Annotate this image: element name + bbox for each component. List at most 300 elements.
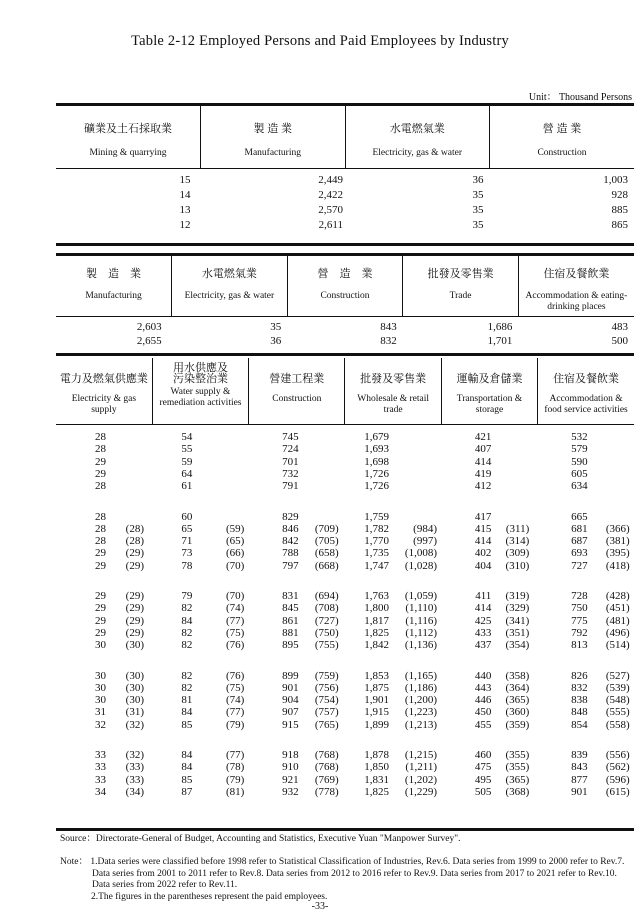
table-cell-value: 1,726: [364, 467, 389, 480]
table-row: [56, 761, 634, 773]
table-cell-value: 915: [282, 718, 299, 731]
table-cell-paid: (78): [226, 761, 245, 774]
table-cell-value: 846: [282, 522, 299, 535]
table-cell-paid: (694): [314, 590, 339, 602]
table-cell-value: 81: [181, 694, 193, 707]
table-cell-value: 475: [474, 761, 492, 774]
section1-body: [56, 173, 634, 233]
table-cell-paid: (81): [226, 785, 245, 798]
table-cell-paid: (1,116): [405, 614, 437, 627]
table-cell-value: 29: [95, 614, 106, 627]
table-cell-paid: (428): [605, 590, 630, 602]
table-cell-paid: (30): [125, 669, 144, 682]
table-cell-paid: (329): [505, 602, 530, 615]
table-cell-value: 579: [571, 443, 588, 456]
table-cell-value: 417: [474, 510, 492, 523]
table-cell-value: 30: [95, 694, 106, 707]
table-row: [56, 560, 634, 572]
table-cell: 2,655: [136, 335, 162, 347]
table-cell-value: 1,698: [364, 455, 389, 468]
section1-header-rule: [56, 168, 634, 169]
table-row: [56, 218, 634, 233]
table-cell-value: 29: [95, 455, 106, 468]
table-cell-paid: (29): [125, 559, 144, 572]
table-cell-paid: (75): [226, 681, 245, 694]
table-cell-value: 64: [181, 467, 193, 480]
col-header-en: Wholesale & retail trade: [357, 394, 430, 415]
section3-col-header: [538, 358, 634, 424]
table-cell-paid: (1,136): [404, 639, 437, 652]
table-cell-paid: (496): [605, 626, 630, 639]
table-cell-value: 1,831: [364, 773, 389, 786]
col-header-en: Trade: [449, 291, 472, 301]
table-cell-paid: (1,008): [404, 547, 437, 560]
table-cell-paid: (319): [505, 590, 530, 602]
table-cell-paid: (29): [125, 590, 144, 602]
table-row: [56, 719, 634, 731]
table-cell-value: 29: [95, 547, 106, 560]
table-cell-paid: (28): [125, 535, 144, 548]
table-cell-paid: (76): [226, 669, 245, 682]
table-cell-value: 54: [181, 431, 193, 443]
col-header-zh: 礦業及土石採取業: [84, 123, 172, 135]
section3-col-header: [345, 358, 441, 424]
table-cell-value: 901: [571, 785, 588, 798]
table-cell-value: 28: [95, 522, 106, 535]
table-cell-value: 414: [474, 602, 492, 615]
table-cell: 14: [179, 189, 191, 201]
section1-col-header: [56, 106, 201, 168]
table-cell: 12: [179, 219, 191, 231]
table-cell-value: 532: [571, 431, 588, 443]
table-cell-paid: (74): [226, 694, 245, 707]
table-cell-value: 1,875: [364, 681, 389, 694]
table-cell-value: 407: [474, 443, 492, 456]
table-cell-value: 590: [571, 455, 588, 468]
table-cell-value: 73: [181, 547, 193, 560]
table-cell-paid: (1,186): [404, 681, 437, 694]
table-cell-value: 84: [181, 706, 193, 719]
table-cell-paid: (1,112): [405, 626, 437, 639]
col-header-en: Manufacturing: [85, 291, 142, 301]
section2-header-rule: [56, 316, 634, 317]
table-cell-paid: (997): [413, 535, 437, 548]
table-cell-value: 732: [282, 467, 299, 480]
col-header-zh: 用水供應及污染整治業: [172, 362, 228, 385]
table-row: [56, 188, 634, 203]
table-cell-paid: (754): [314, 694, 339, 707]
table-cell-paid: (759): [314, 669, 339, 682]
table-cell: 832: [380, 335, 397, 347]
table-cell-paid: (70): [226, 590, 245, 602]
table-cell-value: 505: [474, 785, 492, 798]
table-cell-value: 1,842: [364, 639, 389, 652]
table-cell: 1,686: [487, 321, 513, 333]
table-cell-paid: (1,215): [404, 749, 437, 761]
table-row: [56, 523, 634, 535]
table-row: [56, 602, 634, 614]
table-cell-paid: (310): [505, 559, 530, 572]
table-cell-value: 788: [282, 547, 299, 560]
table-cell-value: 443: [474, 681, 492, 694]
table-cell-value: 1,850: [364, 761, 389, 774]
table-cell-value: 414: [474, 535, 492, 548]
table-cell-value: 681: [571, 522, 588, 535]
table-cell-paid: (30): [125, 694, 144, 707]
col-header-zh: 電力及燃氣供應業: [59, 373, 148, 385]
table-cell-value: 421: [474, 431, 492, 443]
table-cell-value: 727: [571, 559, 588, 572]
table-cell-value: 728: [571, 590, 588, 602]
section2-col-header: [518, 256, 634, 316]
table-cell: 36: [270, 335, 282, 347]
table-cell-paid: (29): [125, 614, 144, 627]
table-cell-value: 29: [95, 590, 106, 602]
table-cell-value: 28: [95, 480, 106, 493]
table-cell-value: 842: [282, 535, 299, 548]
section3-bottom-rule: [56, 828, 634, 831]
col-header-en: Electricity, gas & water: [372, 148, 463, 158]
table-cell: 483: [611, 321, 628, 333]
table-cell-value: 404: [474, 559, 492, 572]
table-cell: 2,422: [318, 189, 343, 201]
table-cell-value: 1,782: [364, 522, 389, 535]
table-cell-paid: (984): [413, 522, 437, 535]
col-header-en: Transportation & storage: [456, 394, 523, 415]
table-cell-paid: (658): [314, 547, 339, 560]
table-cell: 15: [179, 174, 191, 186]
table-cell-value: 907: [282, 706, 299, 719]
table-cell-paid: (29): [125, 602, 144, 615]
table-cell-value: 28: [95, 510, 106, 523]
table-cell-paid: (1,028): [404, 559, 437, 572]
table-cell-paid: (311): [505, 522, 530, 535]
table-cell-paid: (75): [226, 626, 245, 639]
table-cell-value: 411: [475, 590, 492, 602]
table-cell-paid: (364): [505, 681, 530, 694]
table-cell-paid: (77): [226, 614, 245, 627]
table-cell-value: 29: [95, 602, 106, 615]
col-header-zh: 營 造 業: [542, 123, 582, 135]
table-cell-paid: (65): [226, 535, 245, 548]
table-cell-value: 921: [282, 773, 299, 786]
table-cell-paid: (30): [125, 639, 144, 652]
table-cell-value: 845: [282, 602, 299, 615]
table-cell-value: 1,735: [364, 547, 389, 560]
table-cell-paid: (360): [505, 706, 530, 719]
table-cell-value: 60: [181, 510, 193, 523]
table-cell-paid: (309): [505, 547, 530, 560]
table-cell-paid: (705): [314, 535, 339, 548]
table-cell-paid: (77): [226, 749, 245, 761]
table-cell-value: 85: [181, 773, 193, 786]
table-cell-paid: (778): [314, 785, 339, 798]
table-cell-value: 1,800: [364, 602, 389, 615]
table-row: [56, 443, 634, 455]
col-header-zh: 住宿及餐飲業: [553, 373, 620, 385]
table-row: [56, 173, 634, 188]
col-header-en: Accommodation & food service activities: [544, 394, 628, 415]
col-header-en: Electricity, gas & water: [184, 291, 275, 301]
table-cell-value: 665: [571, 510, 588, 523]
section1-col-header: [201, 106, 346, 168]
col-header-zh: 批發及零售業: [427, 268, 494, 280]
table-cell-value: 1,901: [364, 694, 389, 707]
table-cell-value: 910: [282, 761, 299, 774]
table-cell-paid: (708): [314, 602, 339, 615]
table-cell-value: 792: [571, 626, 588, 639]
section1-col-header: [490, 106, 635, 168]
table-cell-value: 29: [95, 467, 106, 480]
table-row: [56, 431, 634, 443]
table-cell-paid: (366): [605, 522, 630, 535]
table-cell-value: 495: [474, 773, 492, 786]
table-cell-value: 414: [474, 455, 492, 468]
table-cell-value: 31: [95, 706, 106, 719]
table-cell-value: 33: [95, 761, 106, 774]
table-row: [56, 694, 634, 706]
table-cell-paid: (1,200): [404, 694, 437, 707]
table-cell-paid: (709): [314, 522, 339, 535]
table-cell-paid: (562): [605, 761, 630, 774]
table-cell-value: 437: [474, 639, 492, 652]
table-cell-value: 82: [181, 639, 193, 652]
table-cell-value: 1,825: [364, 626, 389, 639]
table-cell-paid: (354): [505, 639, 530, 652]
table-cell-value: 402: [474, 547, 492, 560]
table-cell-value: 839: [571, 749, 588, 761]
table-cell-value: 1,817: [364, 614, 389, 627]
table-cell-value: 65: [181, 522, 193, 535]
col-header-zh: 水電燃氣業: [389, 123, 445, 135]
table-cell-paid: (1,110): [405, 602, 437, 615]
section3-col-header: [249, 358, 345, 424]
table-cell-value: 1,759: [364, 510, 389, 523]
table-cell-value: 1,915: [364, 706, 389, 719]
table-row: [56, 320, 634, 334]
table-cell-paid: (768): [314, 761, 339, 774]
section2-col-header: [172, 256, 288, 316]
table-cell-value: 71: [181, 535, 193, 548]
table-cell-value: 34: [95, 785, 106, 798]
table-cell-paid: (341): [505, 614, 530, 627]
table-cell: 865: [611, 219, 628, 231]
table-cell-value: 829: [282, 510, 299, 523]
table-cell-value: 918: [282, 749, 299, 761]
table-cell-paid: (755): [314, 639, 339, 652]
table-cell-paid: (1,202): [404, 773, 437, 786]
table-cell-value: 1,726: [364, 480, 389, 493]
table-cell-value: 1,679: [364, 431, 389, 443]
table-cell-paid: (548): [605, 694, 630, 707]
table-cell-value: 1,899: [364, 718, 389, 731]
table-cell-value: 895: [282, 639, 299, 652]
table-cell-value: 446: [474, 694, 492, 707]
table-cell: 36: [472, 174, 484, 186]
table-cell-value: 87: [181, 785, 193, 798]
col-header-en: Manufacturing: [244, 148, 301, 158]
table-cell-paid: (77): [226, 706, 245, 719]
table-cell-value: 30: [95, 669, 106, 682]
table-cell-paid: (314): [505, 535, 530, 548]
section2-body: [56, 320, 634, 348]
table-cell-value: 877: [571, 773, 588, 786]
table-cell-paid: (355): [505, 749, 530, 761]
table-cell-value: 82: [181, 626, 193, 639]
table-cell-paid: (365): [505, 694, 530, 707]
table-cell-value: 861: [282, 614, 299, 627]
table-row: [56, 627, 634, 639]
table-cell-paid: (765): [314, 718, 339, 731]
table-cell-value: 1,747: [364, 559, 389, 572]
table-cell-paid: (29): [125, 626, 144, 639]
table-cell-value: 82: [181, 669, 193, 682]
col-header-zh: 住宿及餐飲業: [543, 268, 610, 280]
table-cell-value: 30: [95, 681, 106, 694]
table-cell-value: 28: [95, 443, 106, 456]
col-header-zh: 營 造 業: [317, 268, 373, 280]
table-cell-paid: (668): [314, 559, 339, 572]
table-cell-paid: (727): [314, 614, 339, 627]
table-cell-paid: (32): [125, 749, 144, 761]
table-cell-paid: (596): [605, 773, 630, 786]
table-cell-paid: (768): [314, 749, 339, 761]
table-cell: 2,611: [318, 219, 343, 231]
table-cell-value: 32: [95, 718, 106, 731]
table-cell-value: 899: [282, 669, 299, 682]
table-cell-value: 701: [282, 455, 299, 468]
table-cell: 500: [611, 335, 628, 347]
table-cell-value: 634: [571, 480, 588, 493]
table-cell-value: 55: [181, 443, 193, 456]
unit-label: Unit： Thousand Persons: [528, 92, 632, 103]
table-cell-value: 85: [181, 718, 193, 731]
col-header-en: Construction: [272, 394, 322, 404]
table-row: [56, 786, 634, 798]
table-cell-value: 433: [474, 626, 492, 639]
table-cell-paid: (514): [605, 639, 630, 652]
table-cell-value: 82: [181, 681, 193, 694]
col-header-en: Mining & quarrying: [89, 148, 167, 158]
section2-bottom-rule: [56, 353, 634, 356]
table-cell-value: 29: [95, 626, 106, 639]
table-cell-value: 415: [474, 522, 492, 535]
table-cell-value: 33: [95, 749, 106, 761]
section3-col-header: [152, 358, 248, 424]
table-cell-paid: (32): [125, 718, 144, 731]
table-cell-value: 832: [571, 681, 588, 694]
table-cell: 35: [270, 321, 282, 333]
table-row: [56, 511, 634, 523]
table-cell-value: 775: [571, 614, 588, 627]
section3-col-header: [441, 358, 537, 424]
table-cell-value: 1,770: [364, 535, 389, 548]
table-row: [56, 535, 634, 547]
table-cell-paid: (451): [605, 602, 630, 615]
table-cell-value: 1,693: [364, 443, 389, 456]
table-cell-value: 84: [181, 614, 193, 627]
table-cell-paid: (481): [605, 614, 630, 627]
table-row: [56, 774, 634, 786]
note-1: Note： 1.Data series were classified before 1998 refer to Statistical Classification of Industries, Rev.6. Data series from 1999 to 2000 refer to Rev.7. Data series from 2001 to 2011 refer to Rev.8. Data series from 2012 to 2016 refer to Rev.9. Data series from 2017 to 2021 refer to Rev.10. Data series from 2022 refer to Rev.11.: [60, 857, 625, 890]
table-cell: 35: [472, 189, 484, 201]
table-cell-paid: (59): [226, 522, 245, 535]
table-cell-value: 693: [571, 547, 588, 560]
col-header-en: Construction: [537, 148, 587, 158]
table-cell-paid: (34): [125, 785, 144, 798]
table-cell-paid: (769): [314, 773, 339, 786]
table-cell-paid: (395): [605, 547, 630, 560]
table-cell: 885: [611, 204, 628, 216]
table-cell-value: 412: [474, 480, 492, 493]
table-cell-value: 901: [282, 681, 299, 694]
table-cell-paid: (1,165): [404, 669, 437, 682]
table-row: [56, 547, 634, 559]
section2-col-header: [287, 256, 403, 316]
section3-col-header: [56, 358, 152, 424]
table-cell-value: 854: [571, 718, 588, 731]
table-cell-value: 460: [474, 749, 492, 761]
table-cell-paid: (358): [505, 669, 530, 682]
table-cell-value: 1,853: [364, 669, 389, 682]
table-cell-value: 881: [282, 626, 299, 639]
table-cell-value: 455: [474, 718, 492, 731]
table-cell-paid: (76): [226, 639, 245, 652]
table-cell-value: 831: [282, 590, 299, 602]
page-title: Table 2-12 Employed Persons and Paid Employees by Industry: [131, 33, 509, 49]
table-cell-paid: (615): [605, 785, 630, 798]
col-header-en: Construction: [320, 291, 370, 301]
table-cell-value: 425: [474, 614, 492, 627]
table-cell-value: 440: [474, 669, 492, 682]
col-header-zh: 營建工程業: [269, 373, 325, 385]
table-cell-paid: (418): [605, 559, 630, 572]
table-cell-paid: (355): [505, 761, 530, 774]
table-cell: 35: [472, 219, 484, 231]
table-row: [56, 203, 634, 218]
table-cell-paid: (555): [605, 706, 630, 719]
table-cell-value: 724: [282, 443, 299, 456]
table-cell: 35: [472, 204, 484, 216]
table-cell-value: 59: [181, 455, 193, 468]
table-cell-value: 1,878: [364, 749, 389, 761]
page-number: -33-: [311, 901, 329, 912]
table-cell-value: 84: [181, 749, 193, 761]
table-cell: 1,701: [487, 335, 513, 347]
table-cell-value: 843: [571, 761, 588, 774]
table-row: [56, 334, 634, 348]
table-cell-paid: (359): [505, 718, 530, 731]
table-cell-value: 605: [571, 467, 588, 480]
table-cell-paid: (365): [505, 773, 530, 786]
table-cell-paid: (79): [226, 718, 245, 731]
table-cell-paid: (750): [314, 626, 339, 639]
table-cell-value: 450: [474, 706, 492, 719]
table-cell-paid: (66): [226, 547, 245, 560]
table-cell-value: 838: [571, 694, 588, 707]
table-cell-value: 813: [571, 639, 588, 652]
table-cell-paid: (1,223): [404, 706, 437, 719]
table-cell-paid: (756): [314, 681, 339, 694]
table-cell-paid: (74): [226, 602, 245, 615]
table-cell-paid: (70): [226, 559, 245, 572]
table-cell-value: 28: [95, 535, 106, 548]
table-cell-value: 797: [282, 559, 299, 572]
table-row: [56, 749, 634, 761]
section1-header: [56, 106, 634, 168]
section1-bottom-rule: [56, 243, 634, 246]
table-cell-value: 848: [571, 706, 588, 719]
